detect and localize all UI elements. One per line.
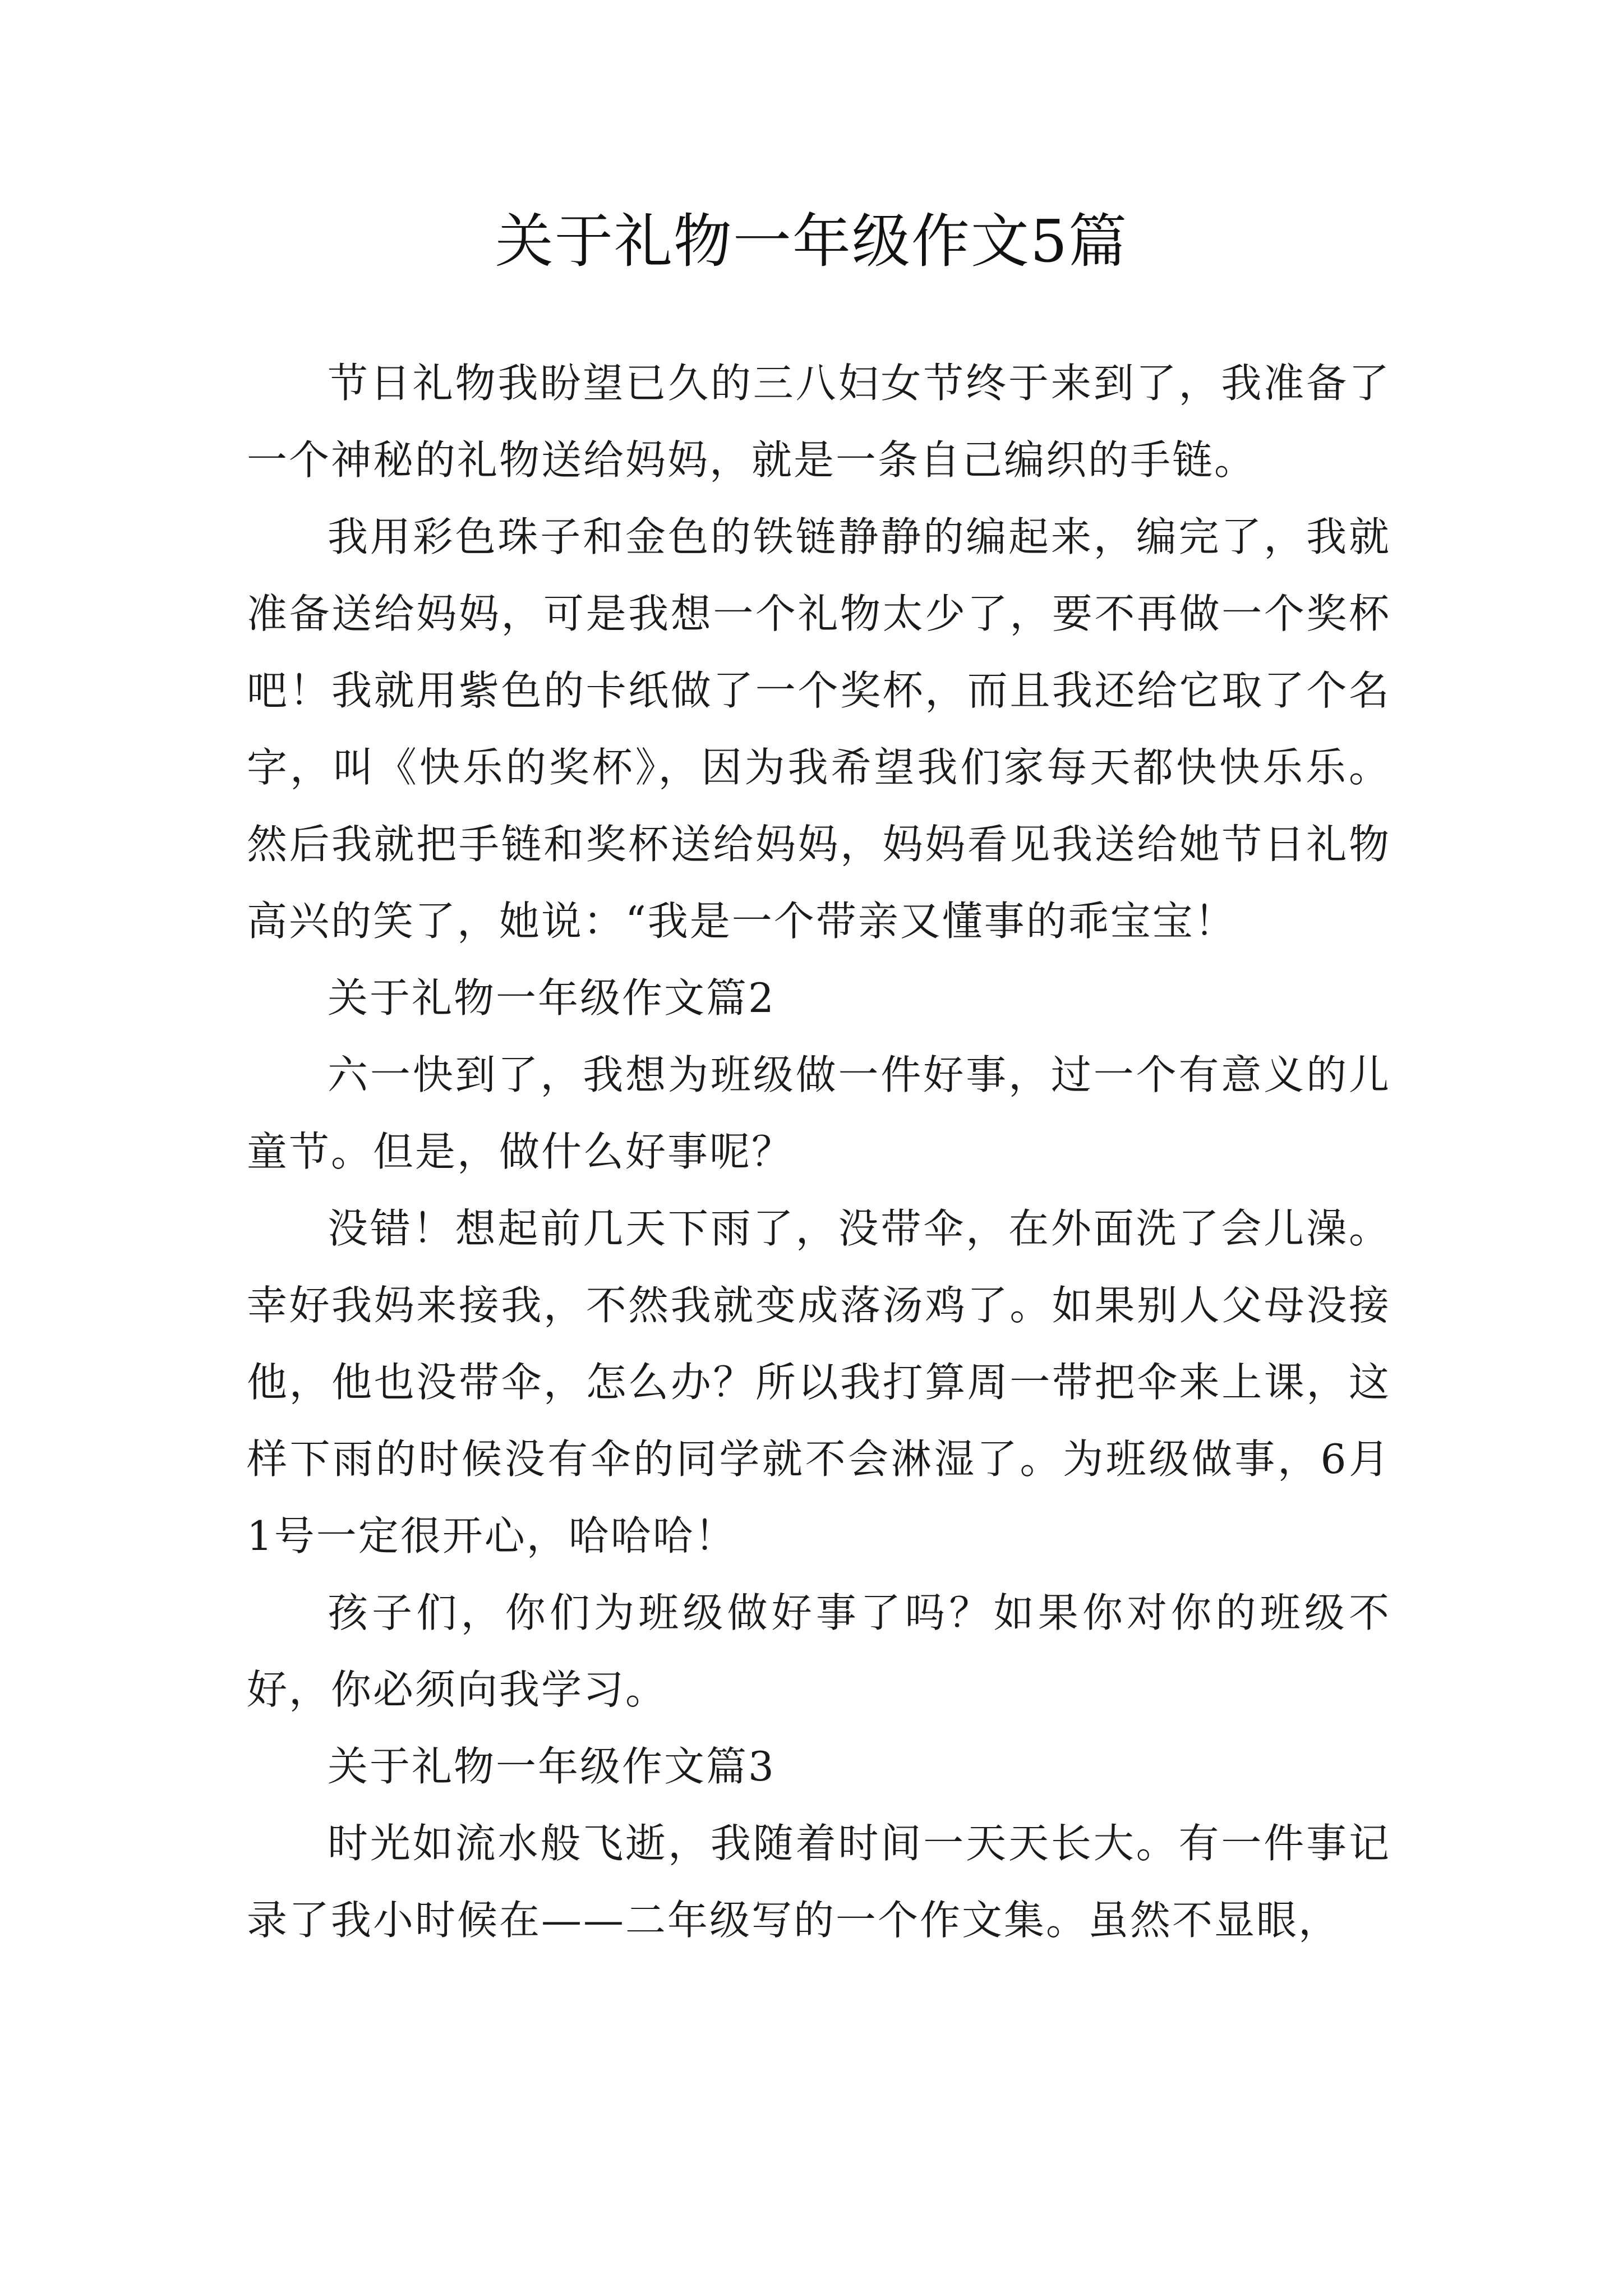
paragraph: 没错！想起前几天下雨了，没带伞，在外面洗了会儿澡。幸好我妈来接我，不然我就变成落汤鸡了。如果别人父母没接他，他也没带伞，怎么办？所以我打算周一带把伞来上课，这样下雨的时候没有伞的同学就不会淋湿了。为班级做事，6月1号一定很开心，哈哈哈！ [247, 1205, 1391, 1559]
paragraph: 六一快到了，我想为班级做一件好事，过一个有意义的儿童节。但是，做什么好事呢？ [247, 1051, 1391, 1175]
paragraph: 孩子们，你们为班级做好事了吗？如果你对你的班级不好，你必须向我学习。 [247, 1589, 1391, 1713]
document-title: 关于礼物一年级作文5篇 [495, 207, 1128, 275]
section-heading: 关于礼物一年级作文篇3 [328, 1743, 776, 1790]
paragraph: 我用彩色珠子和金色的铁链静静的编起来，编完了，我就准备送给妈妈，可是我想一个礼物太少了，要不再做一个奖杯吧！我就用紫色的卡纸做了一个奖杯，而且我还给它取了个名字，叫《快乐的奖杯》，因为我希望我们家每天都快快乐乐。然后我就把手链和奖杯送给妈妈，妈妈看见我送给她节日礼物高兴的笑了，她说：“我是一个带亲又懂事的乖宝宝！ [247, 513, 1391, 945]
paragraph: 节日礼物我盼望已久的三八妇女节终于来到了，我准备了一个神秘的礼物送给妈妈，就是一条自己编织的手链。 [247, 360, 1391, 484]
section-heading: 关于礼物一年级作文篇2 [328, 974, 776, 1022]
document-body [247, 345, 1391, 1959]
paragraph: 时光如流水般飞逝，我随着时间一天天长大。有一件事记录了我小时候在——二年级写的一个作文集。虽然不显眼， [247, 1820, 1391, 1944]
